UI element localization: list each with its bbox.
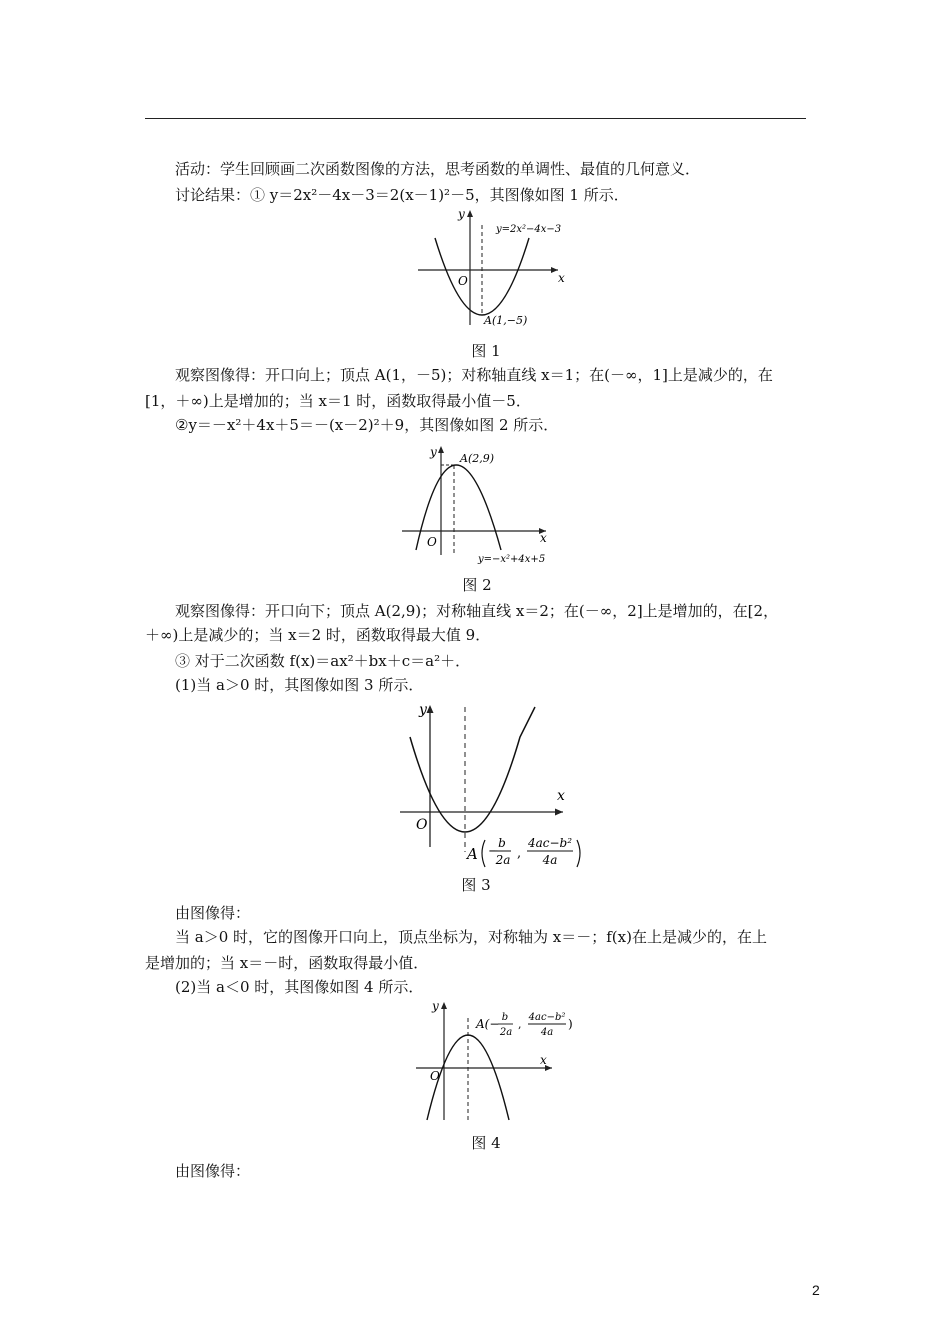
figure-4-graph (412, 998, 582, 1126)
comma: , (517, 846, 522, 861)
x-label: x (540, 1053, 547, 1067)
origin-label: O (458, 274, 468, 288)
origin-label: O (427, 535, 437, 549)
frac-b-numerator: b (501, 1012, 509, 1023)
page-number: 2 (812, 1282, 820, 1298)
frac-b-denominator: 2a (499, 1027, 513, 1038)
paragraph-observe-1b: [1，＋∞)上是增加的；当 x＝1 时，函数取得最小值－5． (145, 392, 531, 410)
y-label: y (430, 445, 437, 459)
y-label: y (432, 999, 439, 1013)
y-label: y (419, 702, 427, 718)
parabola-curve (410, 707, 535, 832)
vertex-label-a: A(− (476, 1017, 500, 1031)
comma: , (518, 1018, 522, 1031)
paragraph-case-2: (2)当 a＜0 时，其图像如图 4 所示． (175, 978, 424, 996)
paragraph-conclusion-label-2: 由图像得： (175, 1162, 251, 1180)
figure-1-graph (410, 200, 570, 330)
right-paren (577, 840, 580, 867)
figure-1-caption: 图 1 (471, 342, 501, 360)
x-label: x (540, 531, 547, 545)
figure-2-caption: 图 2 (462, 576, 492, 594)
y-axis-arrow (438, 446, 444, 453)
y-axis-arrow (427, 705, 434, 713)
x-axis-arrow (551, 267, 558, 273)
y-axis-arrow (467, 210, 473, 217)
paragraph-activity: 活动：学生回顾画二次函数图像的方法，思考函数的单调性、最值的几何意义． (175, 160, 701, 178)
right-paren: ) (568, 1017, 573, 1031)
frac-y-numerator: 4ac−b² (528, 1012, 566, 1023)
figure-3-caption: 图 3 (461, 876, 491, 894)
frac-y-denominator: 4a (540, 1027, 554, 1038)
frac-y-numerator: 4ac−b² (527, 836, 573, 850)
x-label: x (557, 788, 565, 804)
minus-sign: − (488, 844, 499, 859)
paragraph-observe-2b: ＋∞)上是减少的；当 x＝2 时，函数取得最大值 9． (145, 626, 491, 644)
frac-b-numerator: b (498, 836, 506, 850)
curve-label: y=2x²−4x−3 (496, 224, 562, 235)
figure-4-caption: 图 4 (471, 1134, 501, 1152)
vertex-label-a: A (467, 845, 478, 863)
paragraph-result-1: 讨论结果：① y＝2x²－4x－3＝2(x－1)²－5，其图像如图 1 所示． (175, 186, 629, 204)
figure-2-graph (396, 440, 556, 570)
paragraph-conclusion-1b: 是增加的；当 x＝－时，函数取得最小值． (145, 954, 429, 972)
vertex-label: A(2,9) (460, 452, 495, 465)
paragraph-observe-2a: 观察图像得：开口向下；顶点 A(2,9)；对称轴直线 x＝2；在(－∞，2]上是增加的，在[2， (175, 602, 779, 620)
origin-label: O (430, 1069, 440, 1083)
paragraph-conclusion-label-1: 由图像得： (175, 904, 251, 922)
header-rule (145, 118, 806, 119)
paragraph-conclusion-1a: 当 a＞0 时，它的图像开口向上，顶点坐标为，对称轴为 x＝－；f(x)在上是减少的，在上 (175, 928, 767, 946)
origin-label: O (416, 817, 428, 833)
frac-y-denominator: 4a (542, 853, 558, 867)
left-paren (482, 840, 485, 867)
curve-label: y=−x²+4x+5 (478, 554, 546, 565)
x-axis-arrow (555, 809, 563, 816)
paragraph-result-2: ②y＝－x²＋4x＋5＝－(x－2)²＋9，其图像如图 2 所示． (175, 416, 559, 434)
x-label: x (558, 271, 565, 285)
frac-b-denominator: 2a (495, 853, 511, 867)
figure-3-graph (395, 697, 595, 872)
y-label: y (458, 207, 465, 221)
y-axis-arrow (441, 1002, 447, 1009)
paragraph-case-1: (1)当 a＞0 时，其图像如图 3 所示． (175, 676, 424, 694)
vertex-label: A(1,−5) (484, 314, 528, 327)
paragraph-observe-1a: 观察图像得：开口向上；顶点 A(1，－5)；对称轴直线 x＝1；在(－∞，1]上是减少的，在 (175, 366, 773, 384)
paragraph-general-form: ③ 对于二次函数 f(x)＝ax²＋bx＋c＝a²＋． (175, 652, 471, 670)
